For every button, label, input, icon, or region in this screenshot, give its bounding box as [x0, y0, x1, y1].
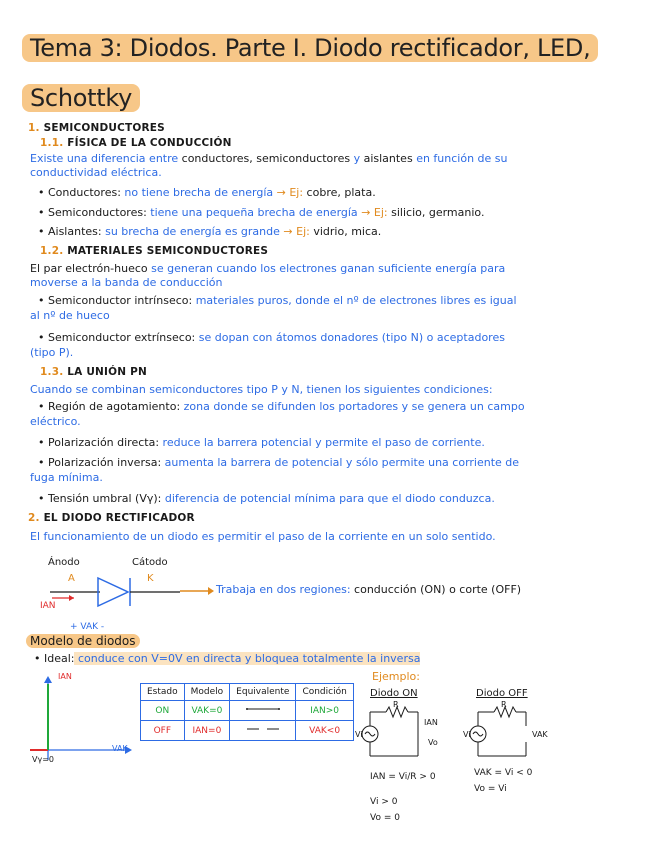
title-line-2: Schottky [22, 84, 140, 112]
vak-label: + VAK - [70, 622, 105, 632]
regions-arrow-icon [178, 584, 218, 598]
short-circuit-icon [243, 704, 283, 714]
on-vo-label: Vo [428, 738, 438, 747]
section-1-2-heading: 1.2. MATERIALES SEMICONDUCTORES [40, 245, 269, 257]
anodo-label: Ánodo [48, 557, 80, 568]
bullet-pol-inversa: • Polarización inversa: aumenta la barrera de potencial y sólo permite una corriente de [38, 456, 520, 469]
bullet-aislantes: • Aislantes: su brecha de energía es grande → Ej: vidrio, mica. [38, 225, 382, 238]
off-vak-label: VAK [532, 730, 548, 739]
bullet-agotamiento: • Región de agotamiento: zona donde se difunden los portadores y se genera un campo [38, 400, 525, 413]
table-cell: VAK=0 [184, 701, 230, 721]
graph-vak-label: VAK [112, 744, 128, 753]
ideal-iv-graph [28, 672, 138, 768]
title-line-1: Tema 3: Diodos. Parte I. Diodo rectificador, LED, [22, 34, 598, 62]
bullet-intrinseco-cont: al nº de hueco [30, 309, 110, 322]
on-eq-1: IAN = Vi/R > 0 [370, 772, 436, 782]
paragraph-2: El par electrón-hueco se generan cuando los electrones ganan suficiente energía para [30, 262, 506, 275]
bullet-conductores: • Conductores: no tiene brecha de energía → Ej: cobre, plata. [38, 186, 376, 199]
paragraph-4: El funcionamiento de un diodo es permitir el paso de la corriente en un solo sentido. [30, 530, 496, 543]
diodo-on-label: Diodo ON [370, 688, 418, 699]
table-cell-equivalente [230, 721, 296, 741]
off-eq-2: Vo = Vi [474, 784, 507, 794]
bullet-pol-directa: • Polarización directa: reduce la barrera potencial y permite el paso de corriente. [38, 436, 485, 449]
graph-vy-label: Vγ=0 [32, 755, 54, 764]
table-header: Condición [296, 684, 353, 701]
table-cell: OFF [141, 721, 185, 741]
diodo-off-label: Diodo OFF [476, 688, 528, 699]
table-cell: ON [141, 701, 185, 721]
table-cell: VAK<0 [296, 721, 353, 741]
page-title-cont [22, 84, 140, 112]
section-1-1-heading: 1.1. FÍSICA DE LA CONDUCCIÓN [40, 137, 232, 149]
table-cell-equivalente [230, 701, 296, 721]
anode-a-label: A [68, 573, 75, 584]
off-eq-1: VAK = Vi < 0 [474, 768, 533, 778]
table-row [141, 701, 354, 721]
modelo-table [140, 683, 354, 741]
off-vi-label: Vi [463, 730, 471, 739]
on-ian-label: IAN [424, 718, 438, 727]
on-eq-2: Vi > 0 [370, 797, 398, 807]
paragraph-2-cont: moverse a la banda de conducción [30, 276, 223, 289]
diode-symbol [40, 570, 200, 620]
bullet-semiconductores: • Semiconductores: tiene una pequeña brecha de energía → Ej: silicio, germanio. [38, 206, 485, 219]
table-header: Modelo [184, 684, 230, 701]
modelo-ideal: • Ideal: conduce con V=0V en directa y bloquea totalmente la inversa [34, 652, 421, 665]
off-r-label: R [501, 700, 507, 709]
table-cell: IAN>0 [296, 701, 353, 721]
page-title [22, 34, 598, 62]
section-1-heading: 1. SEMICONDUCTORES [28, 122, 165, 134]
circuit-on [358, 702, 438, 764]
bullet-tension-umbral: • Tensión umbral (Vγ): diferencia de potencial mínima para que el diodo conduzca. [38, 492, 495, 505]
bullet-extrinseco: • Semiconductor extrínseco: se dopan con átomos donadores (tipo N) o aceptadores [38, 331, 505, 344]
section-2-heading: 2. EL DIODO RECTIFICADOR [28, 512, 195, 524]
bullet-pol-inversa-cont: fuga mínima. [30, 471, 103, 484]
paragraph-3: Cuando se combinan semiconductores tipo P y N, tienen los siguientes condiciones: [30, 383, 493, 396]
ian-label: IAN [40, 601, 56, 611]
bullet-agotamiento-cont: eléctrico. [30, 415, 81, 428]
catodo-label: Cátodo [132, 557, 168, 568]
table-cell: IAN=0 [184, 721, 230, 741]
bullet-extrinseco-cont: (tipo P). [30, 346, 74, 359]
table-row [141, 721, 354, 741]
open-circuit-icon [243, 724, 283, 734]
on-vi-label: Vi [355, 730, 363, 739]
paragraph-1: Existe una diferencia entre conductores, semiconductores y aislantes en función de su [30, 152, 508, 165]
table-header: Equivalente [230, 684, 296, 701]
graph-ian-label: IAN [58, 672, 72, 681]
ejemplo-label: Ejemplo: [372, 670, 420, 683]
table-header: Estado [141, 684, 185, 701]
on-r-label: R [393, 700, 399, 709]
modelo-heading: Modelo de diodos [26, 634, 140, 648]
cathode-k-label: K [147, 573, 154, 584]
table-header-row [141, 684, 354, 701]
paragraph-1-cont: conductividad eléctrica. [30, 166, 162, 179]
regions-text: Trabaja en dos regiones: conducción (ON) o corte (OFF) [216, 583, 522, 596]
bullet-intrinseco: • Semiconductor intrínseco: materiales puros, donde el nº de electrones libres es igual [38, 294, 517, 307]
on-eq-3: Vo = 0 [370, 813, 400, 823]
section-1-3-heading: 1.3. LA UNIÓN PN [40, 366, 147, 378]
